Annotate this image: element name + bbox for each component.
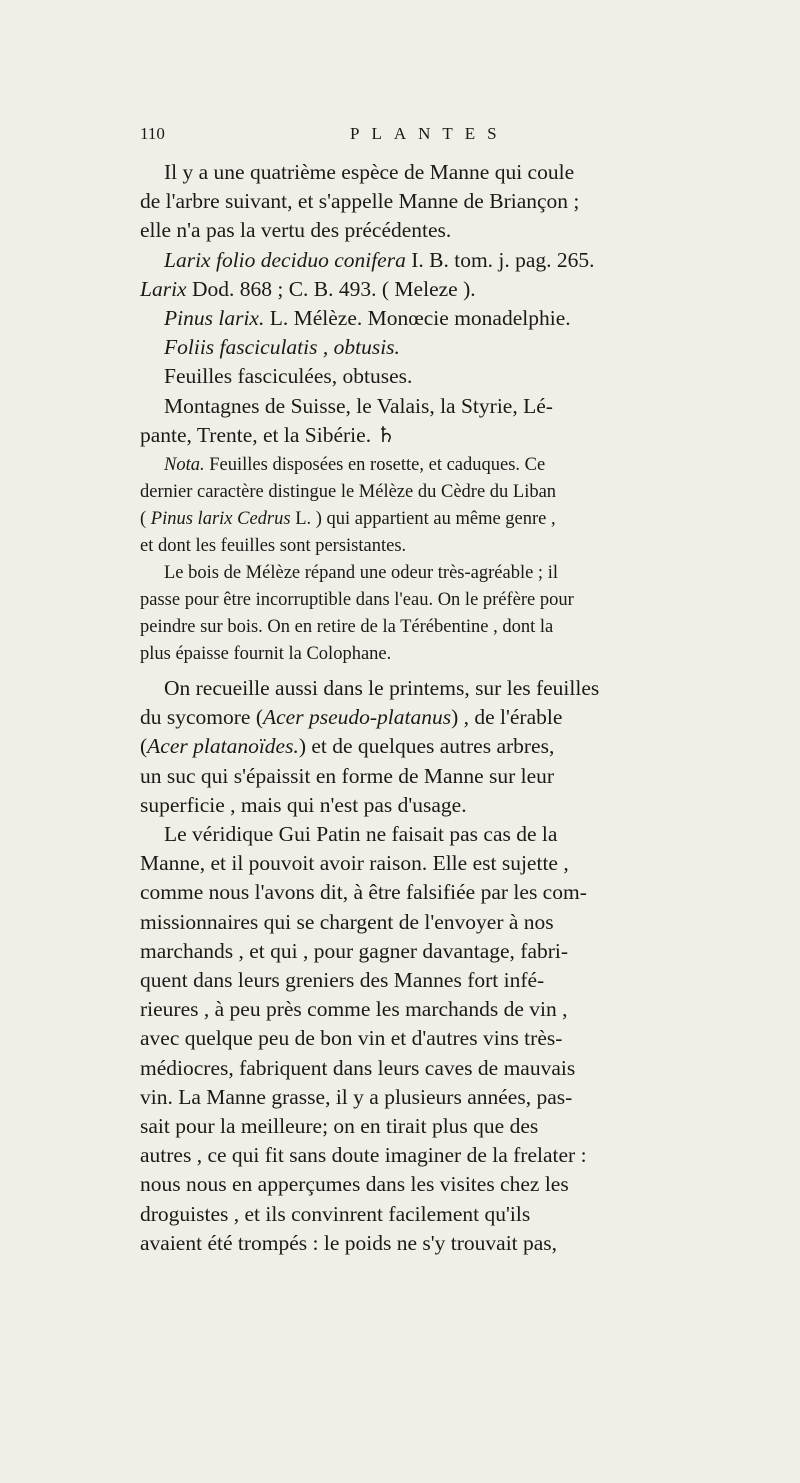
text-line: passe pour être incorruptible dans l'eau. On le préfère pour [140, 590, 574, 611]
nota-paragraph [140, 452, 766, 560]
page-number: 110 [140, 124, 165, 143]
latin-name: Larix folio deciduo conifera [164, 247, 406, 272]
text-line: peindre sur bois. On en retire de la Térébentine , dont la [140, 617, 554, 638]
text-line: un suc qui s'épaissit en forme de Manne sur leur [140, 763, 555, 788]
text-span: Feuilles disposées en rosette, et caduques. Ce [204, 455, 546, 476]
latin-name: Foliis fasciculatis , obtusis. [164, 335, 400, 360]
text-span: ) , de l'érable [451, 705, 563, 730]
text-line: Il y a une quatrième espèce de Manne qui coule [164, 160, 575, 184]
text-line: médiocres, fabriquent dans leurs caves de mauvais [140, 1055, 576, 1080]
text-line [140, 703, 766, 732]
text-block [140, 124, 766, 1258]
text-line: et dont les feuilles sont persistantes. [140, 536, 407, 557]
text-line: pante, Trente, et la Sibérie. ♄ [140, 422, 396, 447]
text-line: elle n'a pas la vertu des précédentes. [140, 218, 452, 243]
reference: Dod. 868 ; C. B. 493. ( Meleze ). [186, 276, 476, 301]
text-line: sait pour la meilleure; on en tirait plus que des [140, 1114, 539, 1139]
text-line: marchands , et qui , pour gagner davantage, fabri- [140, 938, 569, 963]
text-line [140, 506, 766, 533]
running-title: PLANTES [350, 124, 509, 143]
text-line: vin. La Manne grasse, il y a plusieurs années, pas- [140, 1084, 573, 1109]
synonym-line [140, 304, 766, 333]
paragraph-manne-briancon [140, 158, 766, 246]
text-line: Manne, et il pouvoit avoir raison. Elle est sujette , [140, 851, 569, 876]
text-span: ( [140, 509, 151, 530]
text-line: superficie , mais qui n'est pas d'usage. [140, 792, 467, 817]
text-line: dernier caractère distingue le Mélèze du Cèdre du Liban [140, 482, 557, 503]
reference: L. Mélèze. Monœcie monadelphie. [264, 306, 571, 331]
latin-name: Pinus larix Cedrus [150, 509, 291, 530]
text-line: autres , ce qui fit sans doute imaginer de la frelater : [140, 1143, 587, 1168]
text-line: Montagnes de Suisse, le Valais, la Styrie, Lé- [164, 393, 553, 418]
text-line: avec quelque peu de bon vin et d'autres vins très- [140, 1026, 563, 1051]
text-line: missionnaires qui se chargent de l'envoyer à nos [140, 909, 554, 934]
bois-paragraph [140, 560, 766, 668]
latin-name: Acer platanoïdes. [147, 734, 299, 759]
reference: I. B. tom. j. pag. 265. [405, 247, 595, 272]
text-line: Le véridique Gui Patin ne faisait pas cas de la [164, 822, 558, 847]
text-line: plus épaisse fournit la Colophane. [140, 644, 392, 665]
text-span: ) et de quelques autres arbres, [298, 734, 555, 759]
text-span: L. ) qui appartient au même genre , [290, 509, 556, 530]
text-line: On recueille aussi dans le printems, sur les feuilles [164, 676, 600, 701]
latin-name: Pinus larix. [164, 306, 265, 331]
text-line: droguistes , et ils convinrent facilement qu'ils [140, 1201, 531, 1226]
sycomore-paragraph [140, 674, 766, 820]
synonym-line [140, 362, 766, 391]
text-line: rieures , à peu près comme les marchands de vin , [140, 997, 568, 1022]
text-line: comme nous l'avons dit, à être falsifiée par les com- [140, 880, 587, 905]
patin-paragraph [140, 820, 766, 1258]
text-line: quent dans leurs greniers des Mannes fort infé- [140, 968, 545, 993]
nota-label: Nota. [164, 455, 205, 476]
text-line: de l'arbre suivant, et s'appelle Manne de Briançon ; [140, 189, 580, 214]
synonym-line [140, 333, 766, 362]
text-line: avaient été trompés : le poids ne s'y trouvait pas, [140, 1230, 558, 1255]
habitat-paragraph [140, 392, 766, 450]
reference: Feuilles fasciculées, obtuses. [164, 364, 413, 389]
botanical-synonyms [140, 246, 766, 392]
synonym-line [140, 246, 766, 275]
text-span: ( [140, 734, 148, 759]
text-line: Le bois de Mélèze répand une odeur très-agréable ; il [164, 563, 558, 584]
latin-name: Larix [140, 276, 187, 301]
page-header [140, 124, 766, 158]
synonym-line [140, 275, 766, 304]
text-line [140, 452, 766, 479]
text-line [140, 732, 766, 761]
text-span: du sycomore ( [140, 705, 263, 730]
text-line: nous nous en apperçumes dans les visites chez les [140, 1172, 569, 1197]
latin-name: Acer pseudo-platanus [263, 705, 452, 730]
